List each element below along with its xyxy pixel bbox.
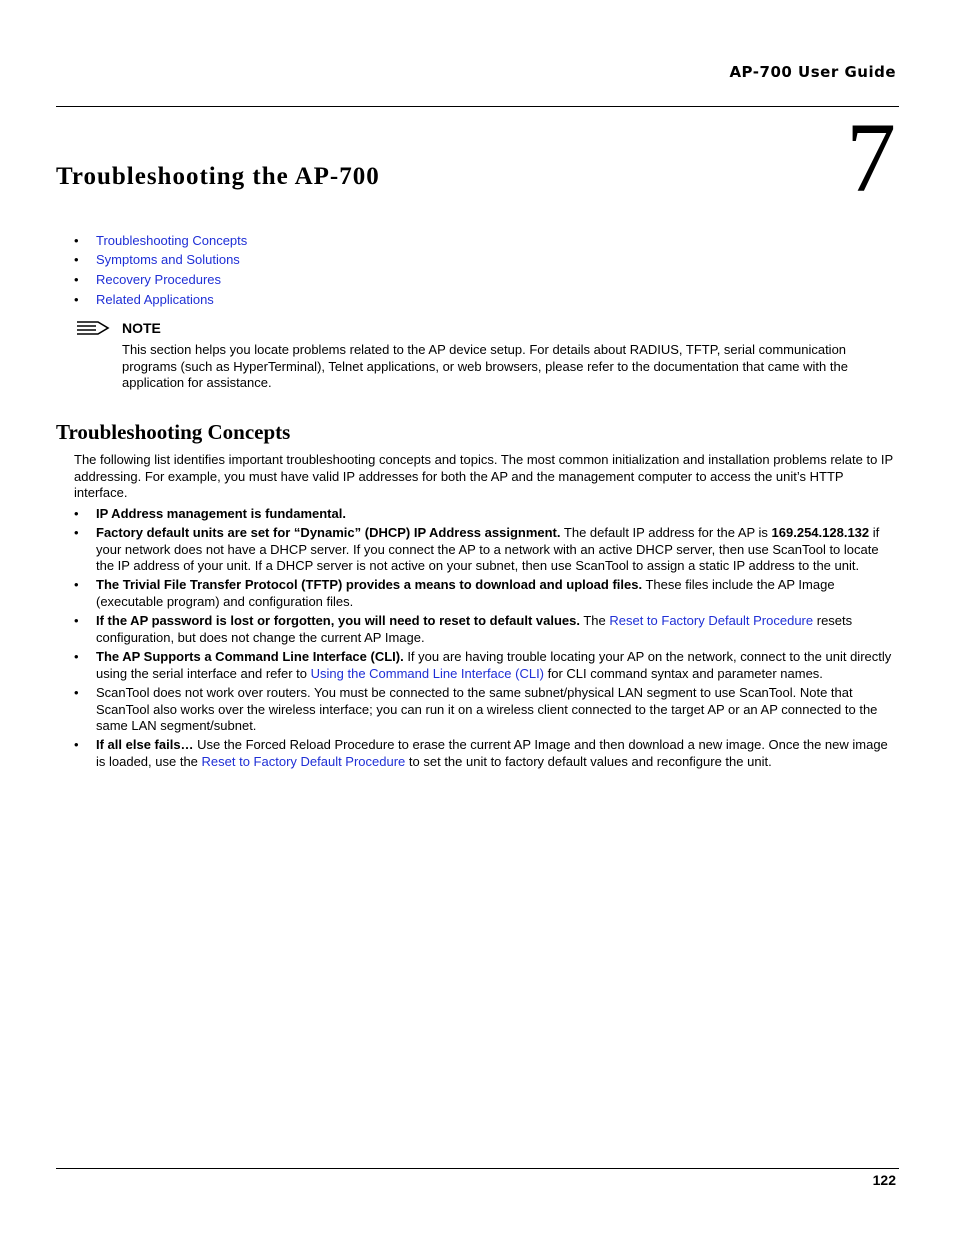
toc-link-related-applications[interactable]: Related Applications: [96, 292, 214, 307]
concept-item: [74, 577, 898, 610]
bullet: •: [74, 685, 79, 700]
reset-factory-default-link[interactable]: Reset to Factory Default Procedure: [609, 613, 814, 628]
note-arrow-icon: [76, 320, 110, 336]
concept-bold: The AP Supports a Command Line Interface (CLI).: [96, 649, 404, 664]
reset-factory-default-link[interactable]: Reset to Factory Default Procedure: [201, 753, 406, 769]
bullet: •: [74, 525, 79, 540]
bullet: •: [74, 613, 79, 628]
toc-item: [74, 272, 221, 288]
concept-item: [74, 506, 898, 523]
chapter-title: Troubleshooting the AP-700: [56, 163, 380, 190]
page-number: 122: [872, 1172, 896, 1188]
concept-item: [74, 525, 898, 575]
concept-text: for CLI command syntax and parameter names.: [544, 665, 823, 681]
header-rule: [56, 106, 899, 107]
concept-text: If you are having trouble locating your AP on the network, connect to the unit directly using the serial interface and refer to: [96, 649, 892, 681]
concept-text: Use the Forced Reload Procedure to erase the current AP Image and then download a new image. Once the new image is loaded, use the: [96, 737, 888, 769]
concept-text: if your network does not have a DHCP server. If you connect the AP to a network with an active DHCP server, then use ScanTool to locate the IP address of your unit. If a DHCP server is not active on your subnet, then use ScanTool to assign a static IP address to the unit.: [96, 525, 880, 573]
bullet: •: [74, 233, 79, 248]
bullet: •: [74, 737, 79, 752]
default-ip-address: 169.254.128.132: [771, 525, 870, 540]
concept-text: These files include the AP Image (executable program) and configuration files.: [96, 577, 835, 609]
note-body: This section helps you locate problems related to the AP device setup. For details about RADIUS, TFTP, serial communication programs (such as HyperTerminal), Telnet applications, or web browsers, please refer to the documentation that came with the application for assistance.: [122, 342, 848, 390]
running-header-title: AP-700 User Guide: [729, 63, 896, 81]
bullet: •: [74, 292, 79, 307]
concept-item: [74, 737, 898, 770]
bullet: •: [74, 649, 79, 664]
bullet: •: [74, 252, 79, 267]
bullet: •: [74, 577, 79, 592]
concept-text: The default IP address for the AP is: [560, 525, 772, 540]
bullet: •: [74, 272, 79, 287]
toc-link-troubleshooting-concepts[interactable]: Troubleshooting Concepts: [96, 233, 248, 248]
concept-item: [74, 613, 898, 646]
concept-item: [74, 649, 898, 682]
concept-bold: The Trivial File Transfer Protocol (TFTP) provides a means to download and upload files.: [96, 577, 643, 592]
bullet: •: [74, 506, 79, 521]
concept-text: resets configuration, but does not change the current AP Image.: [96, 613, 853, 645]
concept-text: ScanTool does not work over routers. You must be connected to the same subnet/physical LAN segment to use ScanTool. Note that ScanTool also works over the wireless interface; you can run it on a wireless client connected to the target AP or an AP connected to the same LAN segment/subnet.: [96, 685, 878, 733]
chapter-number: 7: [846, 102, 896, 213]
concept-item: [74, 685, 898, 735]
section-intro: The following list identifies important troubleshooting concepts and topics. The most common initialization and installation problems relate to IP addressing. For example, you must have valid IP addresses for both the AP and the management computer to access the unit’s HTTP interface.: [74, 452, 893, 500]
toc-link-symptoms-and-solutions[interactable]: Symptoms and Solutions: [96, 252, 240, 267]
toc-item: [74, 292, 214, 308]
concept-bold: If the AP password is lost or forgotten, you will need to reset to default values.: [96, 613, 580, 628]
concept-text: to set the unit to factory default values and reconfigure the unit.: [405, 753, 772, 769]
concept-bold: If all else fails…: [96, 737, 194, 752]
note-label: NOTE: [122, 320, 161, 336]
concept-bold: Factory default units are set for “Dynamic” (DHCP) IP Address assignment.: [96, 525, 561, 540]
toc-item: [74, 252, 240, 268]
section-heading: Troubleshooting Concepts: [56, 420, 291, 444]
concept-bold: IP Address management is fundamental.: [96, 506, 346, 521]
toc-link-recovery-procedures[interactable]: Recovery Procedures: [96, 272, 221, 287]
concept-text: The: [579, 613, 610, 628]
cli-link[interactable]: Using the Command Line Interface (CLI): [310, 665, 545, 681]
toc-item: [74, 233, 247, 249]
footer-rule: [56, 1168, 899, 1169]
